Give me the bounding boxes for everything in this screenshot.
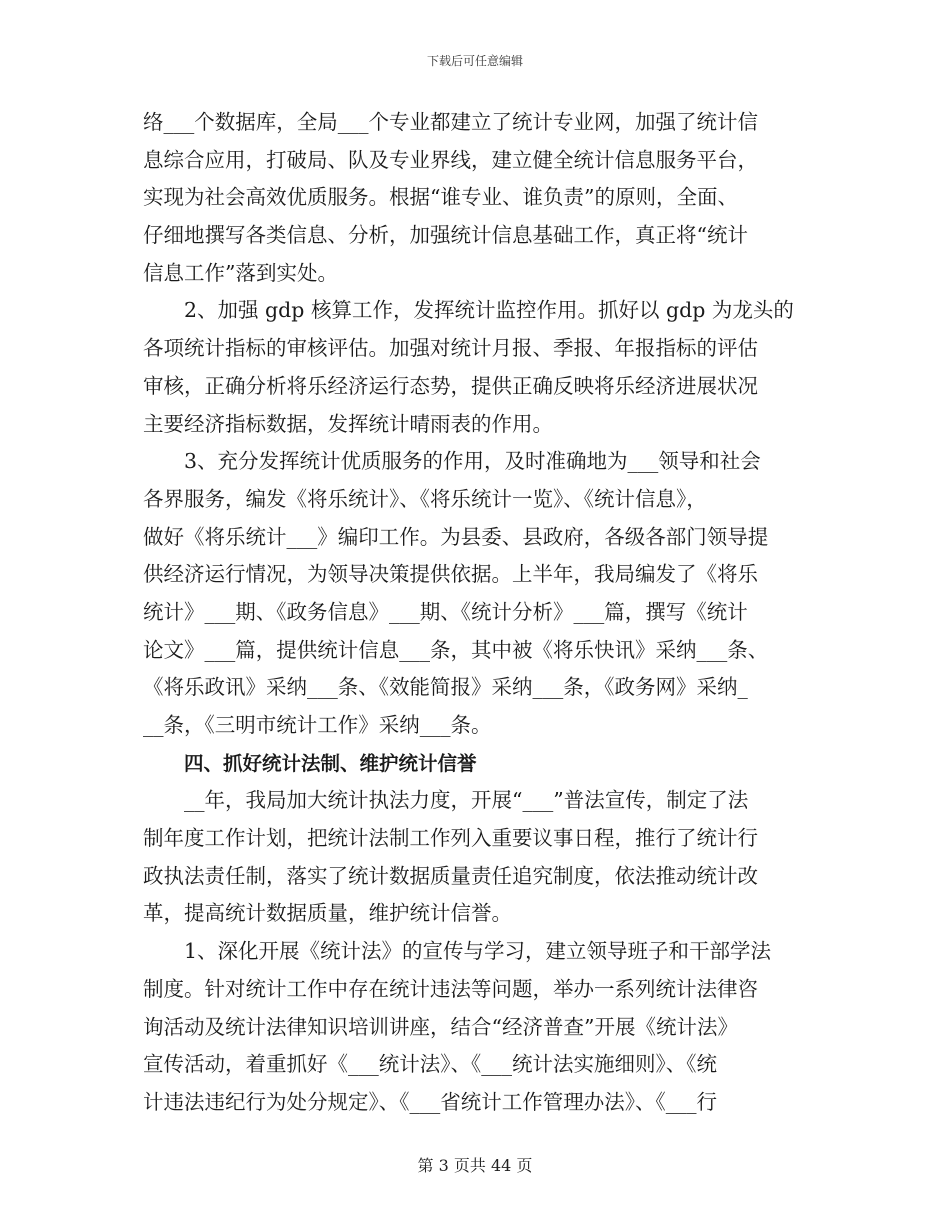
text-line: 供经济运行情况，为领导决策提供依据。上半年，我局编发了《将乐 — [143, 562, 758, 587]
paragraph-start: __年，我局加大统计执法力度，开展“___”普法宣传，制定了法 — [184, 788, 749, 813]
text-line: 络___个数据库，全局___个专业都建立了统计专业网，加强了统计信 — [143, 110, 758, 134]
text-line: __条，《三明市统计工作》采纳___条。 — [143, 713, 492, 737]
paragraph-start: 2、加强 gdp 核算工作，发挥统计监控作用。抓好以 gdp 为龙头的 — [184, 298, 794, 323]
text-line: 审核，正确分析将乐经济运行态势，提供正确反映将乐经济进展状况 — [143, 373, 758, 398]
text-line: 制度。针对统计工作中存在统计违法等问题，举办一系列统计法律咨 — [143, 976, 758, 1001]
text-line: 息综合应用，打破局、队及专业界线，建立健全统计信息服务平台， — [143, 147, 758, 172]
section-heading: 四、抓好统计法制、维护统计信誉 — [184, 751, 477, 775]
text-line: 各界服务，编发《将乐统计》、《将乐统计一览》、《统计信息》， — [143, 486, 707, 511]
text-line: 制年度工作计划，把统计法制工作列入重要议事日程，推行了统计行 — [143, 826, 758, 851]
text-line: 计违法违纪行为处分规定》、《___省统计工作管理办法》、《___行 — [143, 1089, 717, 1114]
text-line: 政执法责任制，落实了统计数据质量责任追究制度，依法推动统计改 — [143, 863, 758, 888]
document-body — [143, 104, 807, 1122]
text-line: 论文》___篇，提供统计信息___条，其中被《将乐快讯》采纳___条、 — [143, 637, 769, 662]
text-line: 统计》___期、《政务信息》___期、《统计分析》___篇，撰写《统计 — [143, 599, 748, 624]
text-line: 实现为社会高效优质服务。根据“谁专业、谁负责”的原则，全面、 — [143, 185, 738, 210]
text-line: 主要经济指标数据，发挥统计晴雨表的作用。 — [143, 411, 553, 436]
paragraph-start: 1、深化开展《统计法》的宣传与学习，建立领导班子和干部学法 — [184, 939, 772, 964]
text-line: 《将乐政讯》采纳___条、《效能简报》采纳___条，《政务网》采纳_ — [143, 675, 748, 700]
text-line: 各项统计指标的审核评估。加强对统计月报、季报、年报指标的评估 — [143, 336, 758, 361]
text-line: 宣传活动，着重抓好《___统计法》、《___统计法实施细则》、《统 — [143, 1052, 717, 1077]
page-footer: 第 3 页共 44 页 — [417, 1156, 533, 1175]
text-line: 做好《将乐统计___》编印工作。为县委、县政府，各级各部门领导提 — [143, 524, 769, 549]
paragraph-start: 3、充分发挥统计优质服务的作用，及时准确地为___领导和社会 — [184, 449, 761, 474]
text-line: 仔细地撰写各类信息、分析，加强统计信息基础工作，真正将“统计 — [143, 223, 748, 248]
text-line: 信息工作”落到实处。 — [143, 260, 338, 285]
text-line: 革，提高统计数据质量，维护统计信誉。 — [143, 901, 512, 926]
page-header: 下载后可任意编辑 — [426, 54, 523, 68]
text-line: 询活动及统计法律知识培训讲座，结合“经济普查”开展《统计法》 — [143, 1014, 738, 1039]
